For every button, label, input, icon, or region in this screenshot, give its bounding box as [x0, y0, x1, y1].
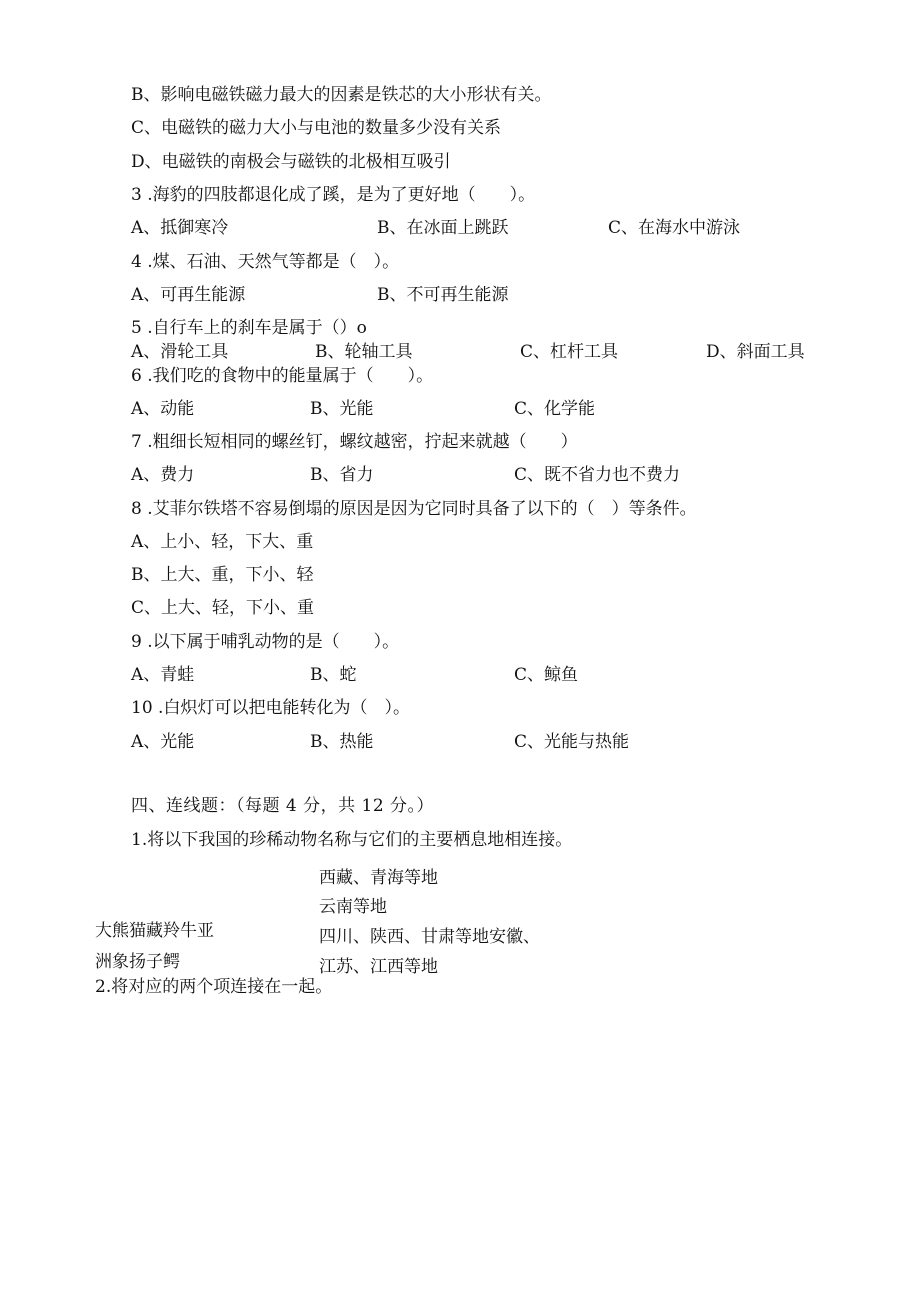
- q5-option-a: A、滑轮工具: [131, 342, 229, 362]
- q2-option-b: B、影响电磁铁磁力最大的因素是铁芯的大小形状有关。: [131, 85, 552, 105]
- q9-stem: 9 .以下属于哺乳动物的是（ ）。: [131, 632, 400, 652]
- section-4-q2-stem: 2.将对应的两个项连接在一起。: [95, 977, 333, 997]
- q9-option-c: C、鲸鱼: [514, 665, 579, 685]
- q9-option-a: A、青蛙: [131, 665, 195, 685]
- q7-option-c: C、既不省力也不费力: [514, 465, 681, 485]
- q3-stem: 3 .海豹的四肢都退化成了蹊，是为了更好地（ ）。: [131, 185, 536, 205]
- habitat-item: 西藏、青海等地: [319, 868, 438, 888]
- habitat-item: 江苏、江西等地: [319, 957, 438, 977]
- q7-option-b: B、省力: [310, 465, 374, 485]
- q6-option-a: A、动能: [131, 399, 195, 419]
- q7-stem: 7 .粗细长短相同的螺丝钉，螺纹越密，拧起来就越（ ）: [131, 432, 578, 452]
- habitat-item: 四川、陕西、甘肃等地安徽、: [319, 927, 540, 947]
- q5-option-c: C、杠杆工具: [520, 342, 619, 362]
- q5-option-d: D、斜面工具: [706, 342, 805, 362]
- q6-option-b: B、光能: [310, 399, 374, 419]
- q3-option-c: C、在海水中游泳: [608, 218, 741, 238]
- q10-stem: 10 .白炽灯可以把电能转化为（ ）。: [131, 698, 410, 718]
- q8-option-a: A、上小、轻，下大、重: [131, 532, 314, 552]
- q6-option-c: C、化学能: [514, 399, 596, 419]
- q8-option-b: B、上大、重，下小、轻: [131, 565, 314, 585]
- q5-stem: 5 .自行车上的刹车是属于（）o: [131, 318, 367, 338]
- q9-option-b: B、蛇: [310, 665, 357, 685]
- section-4-title: 四、连线题：（每题 4 分，共 12 分。）: [131, 796, 435, 816]
- q8-option-c: C、上大、轻，下小、重: [131, 598, 315, 618]
- q10-option-c: C、光能与热能: [514, 732, 630, 752]
- q10-option-b: B、热能: [310, 732, 374, 752]
- animal-names-line-2: 洲象扬子鳄: [95, 952, 180, 972]
- q6-stem: 6 .我们吃的食物中的能量属于（ ）。: [131, 366, 434, 386]
- q4-stem: 4 .煤、石油、天然气等都是（ ）。: [131, 252, 400, 272]
- habitat-item: 云南等地: [319, 897, 387, 917]
- q10-option-a: A、光能: [131, 732, 195, 752]
- q7-option-a: A、费力: [131, 465, 195, 485]
- q2-option-c: C、电磁铁的磁力大小与电池的数量多少没有关系: [131, 118, 502, 138]
- section-4-q1-stem: 1.将以下我国的珍稀动物名称与它们的主要栖息地相连接。: [131, 830, 573, 850]
- q3-option-a: A、抵御寒冷: [131, 218, 229, 238]
- animal-names-line-1: 大熊猫藏羚牛亚: [95, 921, 214, 941]
- q8-stem: 8 .艾菲尔铁塔不容易倒塌的原因是因为它同时具备了以下的（ ）等条件。: [131, 499, 697, 519]
- q4-option-a: A、可再生能源: [131, 285, 246, 305]
- q4-option-b: B、不可再生能源: [377, 285, 509, 305]
- q3-option-b: B、在冰面上跳跃: [377, 218, 509, 238]
- q5-option-b: B、轮轴工具: [315, 342, 413, 362]
- q2-option-d: D、电磁铁的南极会与磁铁的北极相互吸引: [131, 152, 451, 172]
